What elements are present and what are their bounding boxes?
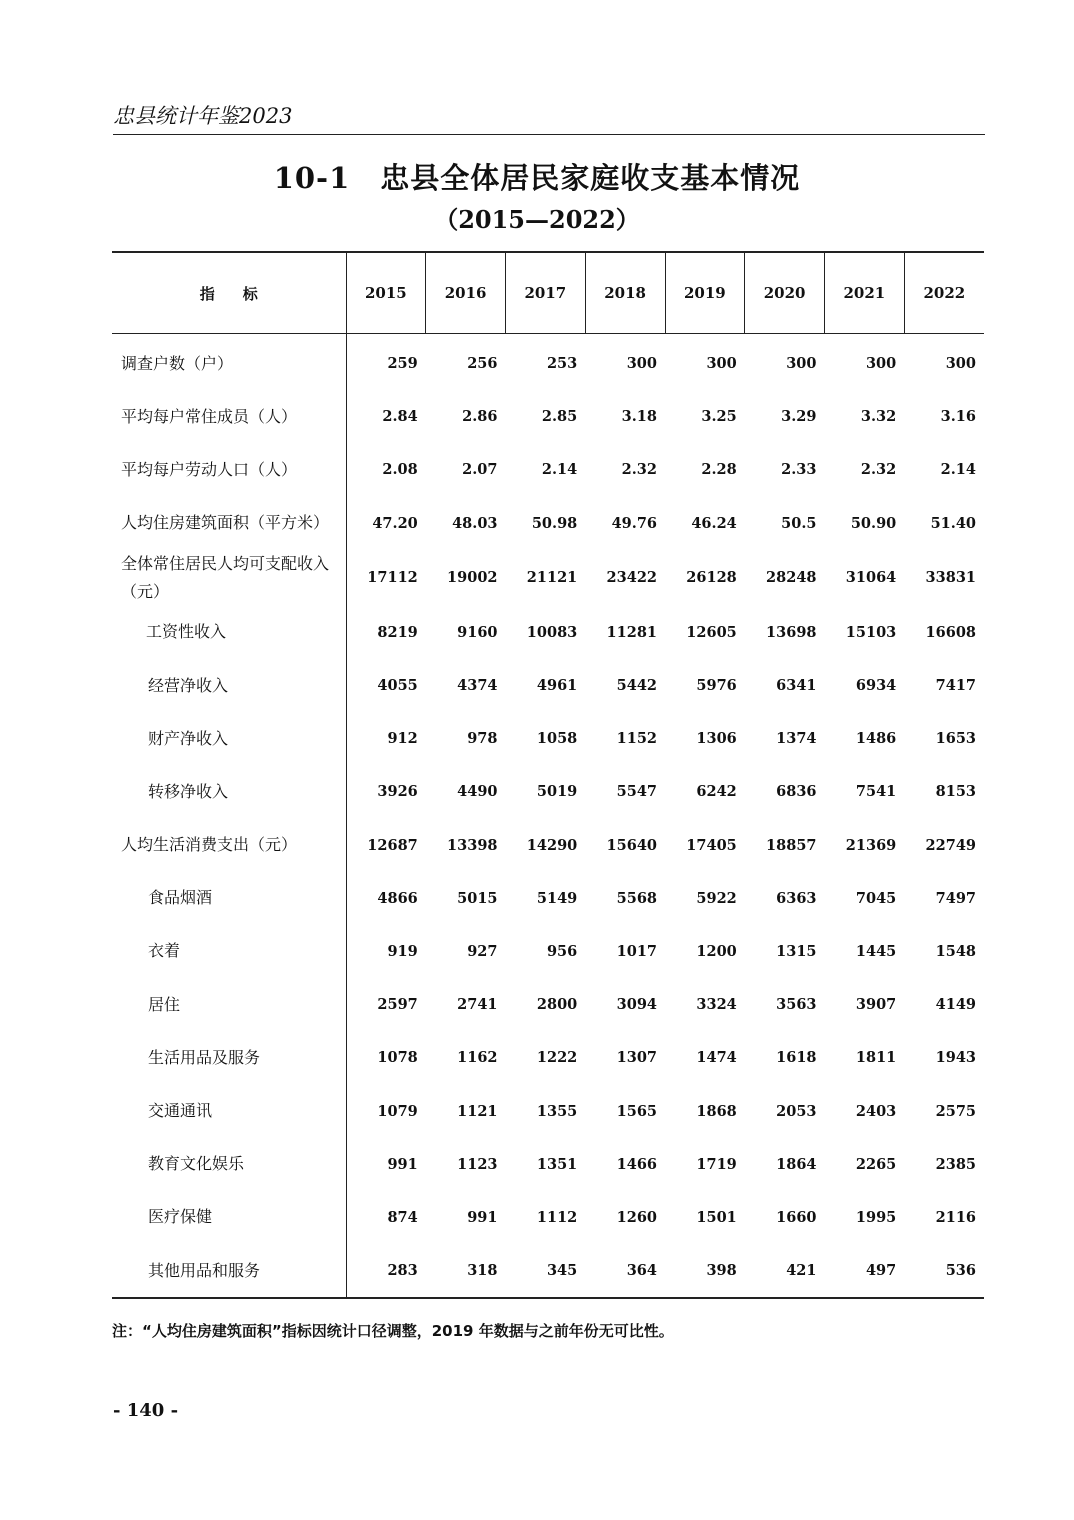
cell-value: 1123 [457, 1155, 498, 1173]
table-row [112, 712, 984, 765]
cell-value: 345 [546, 1262, 578, 1280]
cell-value: 4866 [377, 889, 418, 907]
row-label: 人均住房建筑面积（平方米） [112, 497, 346, 550]
cell-value: 978 [467, 730, 498, 748]
cell-value: 919 [387, 942, 418, 960]
cell-value: 956 [546, 942, 578, 960]
cell-value: 23422 [606, 569, 657, 587]
header-year: 2016 [426, 252, 506, 334]
cell-value: 1466 [616, 1155, 657, 1173]
cell-value: 1868 [696, 1102, 737, 1120]
header-year: 2020 [745, 252, 825, 334]
table-row [112, 872, 984, 925]
cell-value: 21369 [845, 836, 897, 854]
cell-value: 4149 [935, 996, 976, 1014]
header-year: 2021 [825, 252, 905, 334]
cell-value: 874 [387, 1208, 418, 1226]
cell-value: 300 [865, 355, 897, 373]
cell-value: 1306 [696, 730, 737, 748]
cell-value: 2800 [536, 996, 578, 1014]
cell-value: 2.32 [621, 461, 657, 479]
cell-value: 3.25 [701, 408, 737, 426]
cell-value: 46.24 [691, 514, 737, 532]
cell-value: 17112 [367, 569, 418, 587]
cell-value: 1474 [696, 1049, 737, 1067]
cell-value: 300 [786, 355, 817, 373]
cell-value: 5547 [616, 783, 657, 801]
cell-value: 50.98 [531, 514, 578, 532]
cell-value: 1121 [457, 1102, 498, 1120]
cell-value: 6341 [776, 677, 817, 695]
cell-value: 1307 [616, 1049, 657, 1067]
header-year: 2015 [346, 252, 426, 334]
row-label: 经营净收入 [112, 659, 346, 712]
cell-value: 18857 [766, 836, 817, 854]
cell-value: 2116 [935, 1208, 976, 1226]
table-row [112, 1191, 984, 1244]
cell-value: 10083 [526, 623, 578, 641]
cell-value: 19002 [447, 569, 498, 587]
cell-value: 1486 [855, 730, 897, 748]
cell-value: 8219 [377, 623, 418, 641]
page-number: - 140 - [113, 1400, 179, 1421]
cell-value: 2.85 [541, 408, 578, 426]
cell-value: 4961 [536, 677, 578, 695]
cell-value: 2.28 [701, 461, 737, 479]
cell-value: 1548 [935, 942, 976, 960]
row-label: 人均生活消费支出（元） [112, 819, 346, 872]
cell-value: 3.29 [781, 408, 817, 426]
cell-value: 536 [945, 1262, 976, 1280]
cell-value: 300 [706, 355, 737, 373]
cell-value: 6836 [776, 783, 817, 801]
table-row [112, 1031, 984, 1084]
cell-value: 1864 [776, 1155, 817, 1173]
cell-value: 253 [546, 355, 578, 373]
cell-value: 1374 [776, 730, 817, 748]
row-label: 居住 [112, 978, 346, 1031]
cell-value: 398 [706, 1262, 737, 1280]
cell-value: 912 [387, 730, 418, 748]
cell-value: 2.32 [860, 461, 897, 479]
cell-value: 51.40 [930, 514, 976, 532]
cell-value: 364 [626, 1262, 657, 1280]
cell-value: 6363 [776, 889, 817, 907]
table-row [112, 819, 984, 872]
cell-value: 5019 [536, 783, 578, 801]
table-row [112, 659, 984, 712]
cell-value: 1811 [855, 1049, 897, 1067]
cell-value: 497 [865, 1262, 897, 1280]
header-indicator: 指标 [112, 252, 346, 334]
cell-value: 21121 [526, 569, 578, 587]
row-label: 其他用品和服务 [112, 1244, 346, 1298]
cell-value: 50.5 [781, 514, 817, 532]
cell-value: 14290 [526, 836, 578, 854]
cell-value: 2.86 [462, 408, 498, 426]
cell-value: 13698 [766, 623, 817, 641]
cell-value: 927 [467, 942, 498, 960]
cell-value: 3.32 [860, 408, 897, 426]
row-label: 调查户数（户） [112, 334, 346, 391]
cell-value: 1200 [696, 942, 737, 960]
cell-value: 7045 [855, 889, 897, 907]
cell-value: 5015 [457, 889, 498, 907]
cell-value: 2575 [935, 1102, 976, 1120]
cell-value: 1222 [536, 1049, 578, 1067]
cell-value: 1260 [616, 1208, 657, 1226]
cell-value: 33831 [925, 569, 976, 587]
cell-value: 15103 [845, 623, 897, 641]
cell-value: 2.07 [462, 461, 498, 479]
cell-value: 22749 [925, 836, 976, 854]
cell-value: 5442 [616, 677, 657, 695]
cell-value: 28248 [766, 569, 817, 587]
cell-value: 1653 [935, 730, 976, 748]
row-label: 财产净收入 [112, 712, 346, 765]
cell-value: 1152 [616, 730, 657, 748]
cell-value: 5976 [696, 677, 737, 695]
cell-value: 1058 [536, 730, 578, 748]
cell-value: 7541 [855, 783, 897, 801]
cell-value: 1315 [776, 942, 817, 960]
cell-value: 13398 [447, 836, 498, 854]
cell-value: 50.90 [850, 514, 897, 532]
table-row [112, 606, 984, 659]
cell-value: 2385 [935, 1155, 976, 1173]
cell-value: 26128 [686, 569, 737, 587]
cell-value: 3094 [616, 996, 657, 1014]
cell-value: 6934 [855, 677, 897, 695]
table-row [112, 497, 984, 550]
cell-value: 5922 [696, 889, 737, 907]
cell-value: 2.14 [541, 461, 578, 479]
cell-value: 17405 [686, 836, 737, 854]
cell-value: 1162 [457, 1049, 498, 1067]
header-year: 2022 [904, 252, 984, 334]
row-label: 转移净收入 [112, 765, 346, 818]
table-row [112, 1084, 984, 1137]
row-label: 全体常住居民人均可支配收入（元） [112, 550, 346, 606]
cell-value: 2741 [457, 996, 498, 1014]
cell-value: 5568 [616, 889, 657, 907]
cell-value: 1501 [696, 1208, 737, 1226]
table-row [112, 334, 984, 391]
cell-value: 259 [387, 355, 418, 373]
cell-value: 1660 [776, 1208, 817, 1226]
row-label: 衣着 [112, 925, 346, 978]
cell-value: 6242 [696, 783, 737, 801]
cell-value: 1995 [855, 1208, 897, 1226]
cell-value: 1445 [855, 942, 897, 960]
cell-value: 2265 [855, 1155, 897, 1173]
cell-value: 3907 [855, 996, 897, 1014]
cell-value: 15640 [606, 836, 657, 854]
table-row [112, 1244, 984, 1298]
cell-value: 5149 [536, 889, 578, 907]
cell-value: 4490 [457, 783, 498, 801]
cell-value: 1355 [536, 1102, 578, 1120]
cell-value: 1943 [935, 1049, 976, 1067]
cell-value: 3324 [696, 996, 737, 1014]
cell-value: 318 [467, 1262, 498, 1280]
statistics-table [112, 251, 984, 1299]
row-label: 食品烟酒 [112, 872, 346, 925]
cell-value: 47.20 [372, 514, 418, 532]
cell-value: 1719 [696, 1155, 737, 1173]
cell-value: 1618 [776, 1049, 817, 1067]
cell-value: 1079 [377, 1102, 418, 1120]
cell-value: 283 [387, 1262, 418, 1280]
header-year: 2017 [506, 252, 586, 334]
table-row [112, 978, 984, 1031]
cell-value: 2.84 [382, 408, 418, 426]
cell-value: 2.08 [382, 461, 418, 479]
row-label: 平均每户劳动人口（人） [112, 443, 346, 496]
cell-value: 2.14 [940, 461, 976, 479]
cell-value: 1078 [377, 1049, 418, 1067]
cell-value: 2.33 [781, 461, 817, 479]
header-year: 2019 [665, 252, 745, 334]
table-row [112, 925, 984, 978]
cell-value: 12605 [686, 623, 737, 641]
row-label: 工资性收入 [112, 606, 346, 659]
cell-value: 49.76 [611, 514, 657, 532]
cell-value: 7497 [935, 889, 976, 907]
table-row [112, 443, 984, 496]
cell-value: 3.18 [621, 408, 657, 426]
header-year: 2018 [585, 252, 665, 334]
cell-value: 300 [626, 355, 657, 373]
row-label: 医疗保健 [112, 1191, 346, 1244]
page-subtitle: （2015—2022） [434, 205, 640, 234]
cell-value: 2597 [377, 996, 418, 1014]
table-header-row [112, 252, 984, 334]
cell-value: 31064 [845, 569, 897, 587]
cell-value: 7417 [935, 677, 976, 695]
cell-value: 3563 [776, 996, 817, 1014]
cell-value: 991 [467, 1208, 498, 1226]
footnote: 注：“人均住房建筑面积”指标因统计口径调整，2019 年数据与之前年份无可比性。 [112, 1322, 674, 1340]
cell-value: 1017 [616, 942, 657, 960]
cell-value: 1565 [616, 1102, 657, 1120]
cell-value: 8153 [935, 783, 976, 801]
row-label: 教育文化娱乐 [112, 1138, 346, 1191]
cell-value: 12687 [367, 836, 418, 854]
row-label: 生活用品及服务 [112, 1031, 346, 1084]
cell-value: 991 [387, 1155, 418, 1173]
table-row [112, 550, 984, 606]
cell-value: 300 [945, 355, 976, 373]
cell-value: 1351 [536, 1155, 578, 1173]
cell-value: 4055 [377, 677, 418, 695]
running-head: 忠县统计年鉴2023 [113, 100, 985, 135]
page-title: 10-1 忠县全体居民家庭收支基本情况 [273, 161, 801, 195]
row-label: 交通通讯 [112, 1084, 346, 1137]
cell-value: 2053 [776, 1102, 817, 1120]
table-row [112, 1138, 984, 1191]
cell-value: 11281 [606, 623, 657, 641]
cell-value: 421 [786, 1262, 817, 1280]
cell-value: 48.03 [452, 514, 498, 532]
table-row [112, 765, 984, 818]
cell-value: 3926 [377, 783, 418, 801]
cell-value: 1112 [536, 1208, 578, 1226]
cell-value: 9160 [457, 623, 498, 641]
table-row [112, 390, 984, 443]
cell-value: 256 [467, 355, 498, 373]
cell-value: 16608 [925, 623, 976, 641]
cell-value: 3.16 [940, 408, 976, 426]
cell-value: 2403 [855, 1102, 897, 1120]
row-label: 平均每户常住成员（人） [112, 390, 346, 443]
cell-value: 4374 [457, 677, 498, 695]
